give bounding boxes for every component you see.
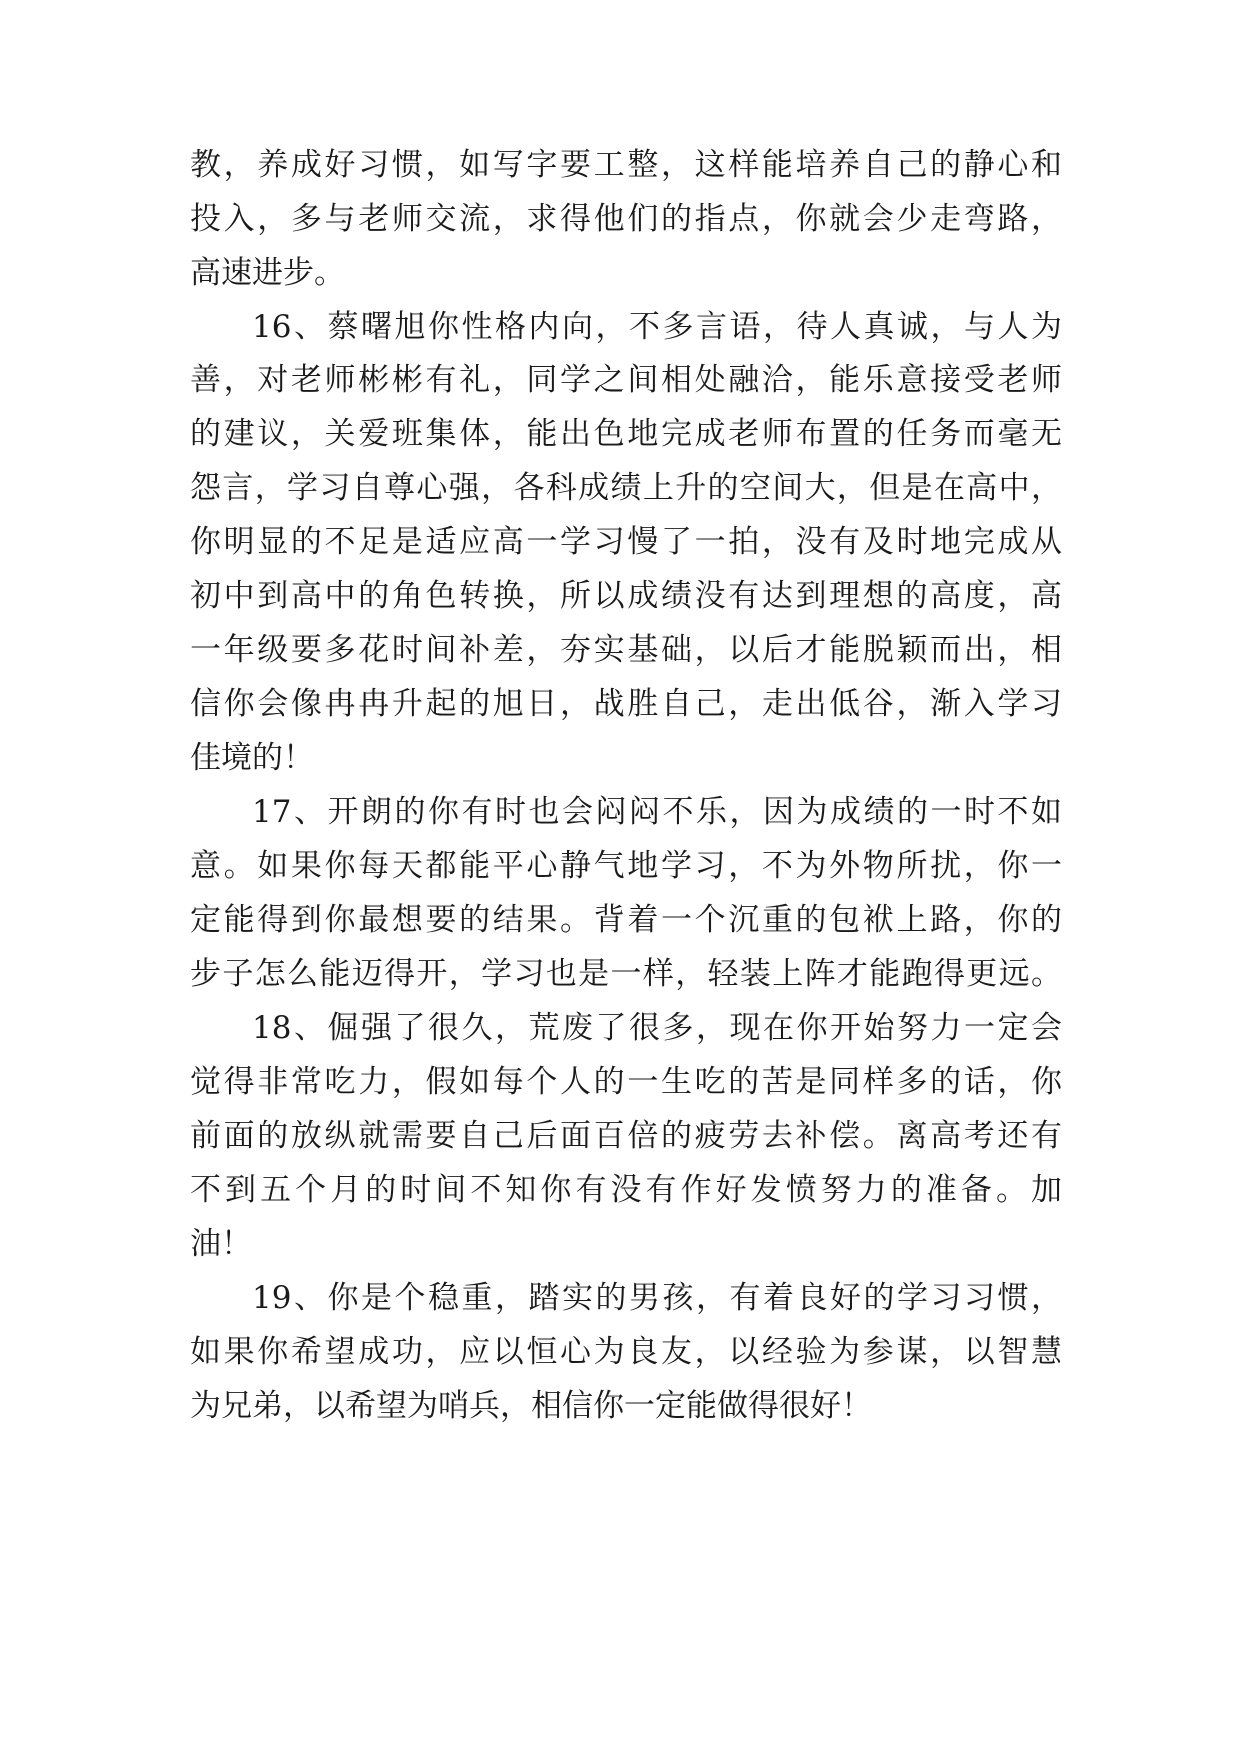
text-line: 的建议，关爱班集体，能出色地完成老师布置的任务而毫无 <box>190 416 1062 452</box>
text-line: 佳境的！ <box>190 740 314 776</box>
text-line: 定能得到你最想要的结果。背着一个沉重的包袱上路，你的 <box>190 902 1062 938</box>
text-line: 如果你希望成功，应以恒心为良友，以经验为参谋，以智慧 <box>190 1334 1062 1370</box>
text-line: 17、开朗的你有时也会闷闷不乐，因为成绩的一时不如 <box>252 794 1062 830</box>
text-line: 投入，多与老师交流，求得他们的指点，你就会少走弯路， <box>190 201 1062 237</box>
text-line: 18、倔强了很久，荒废了很多，现在你开始努力一定会 <box>252 1010 1062 1046</box>
text-line: 步子怎么能迈得开，学习也是一样，轻装上阵才能跑得更远。 <box>190 956 1062 992</box>
text-line: 信你会像冉冉升起的旭日，战胜自己，走出低谷，渐入学习 <box>190 686 1062 722</box>
text-line: 你明显的不足是适应高一学习慢了一拍，没有及时地完成从 <box>190 524 1062 560</box>
text-line: 教，养成好习惯，如写字要工整，这样能培养自己的静心和 <box>190 147 1062 183</box>
text-line: 意。如果你每天都能平心静气地学习，不为外物所扰，你一 <box>190 848 1062 884</box>
text-line: 怨言，学习自尊心强，各科成绩上升的空间大，但是在高中， <box>190 470 1062 506</box>
text-line: 前面的放纵就需要自己后面百倍的疲劳去补偿。离高考还有 <box>190 1118 1062 1154</box>
text-line: 不到五个月的时间不知你有没有作好发愤努力的准备。加 <box>190 1172 1062 1208</box>
text-line: 为兄弟，以希望为哨兵，相信你一定能做得很好！ <box>190 1388 872 1424</box>
text-line: 油！ <box>190 1226 252 1262</box>
text-line: 19、你是个稳重，踏实的男孩，有着良好的学习习惯， <box>252 1280 1062 1316</box>
text-line: 善，对老师彬彬有礼，同学之间相处融洽，能乐意接受老师 <box>190 362 1062 398</box>
text-line: 一年级要多花时间补差，夯实基础，以后才能脱颖而出，相 <box>190 632 1062 668</box>
text-line: 高速进步。 <box>190 255 345 291</box>
text-line: 16、蔡曙旭你性格内向，不多言语，待人真诚，与人为 <box>252 309 1062 345</box>
text-line: 初中到高中的角色转换，所以成绩没有达到理想的高度，高 <box>190 578 1062 614</box>
text-line: 觉得非常吃力，假如每个人的一生吃的苦是同样多的话，你 <box>190 1064 1062 1100</box>
